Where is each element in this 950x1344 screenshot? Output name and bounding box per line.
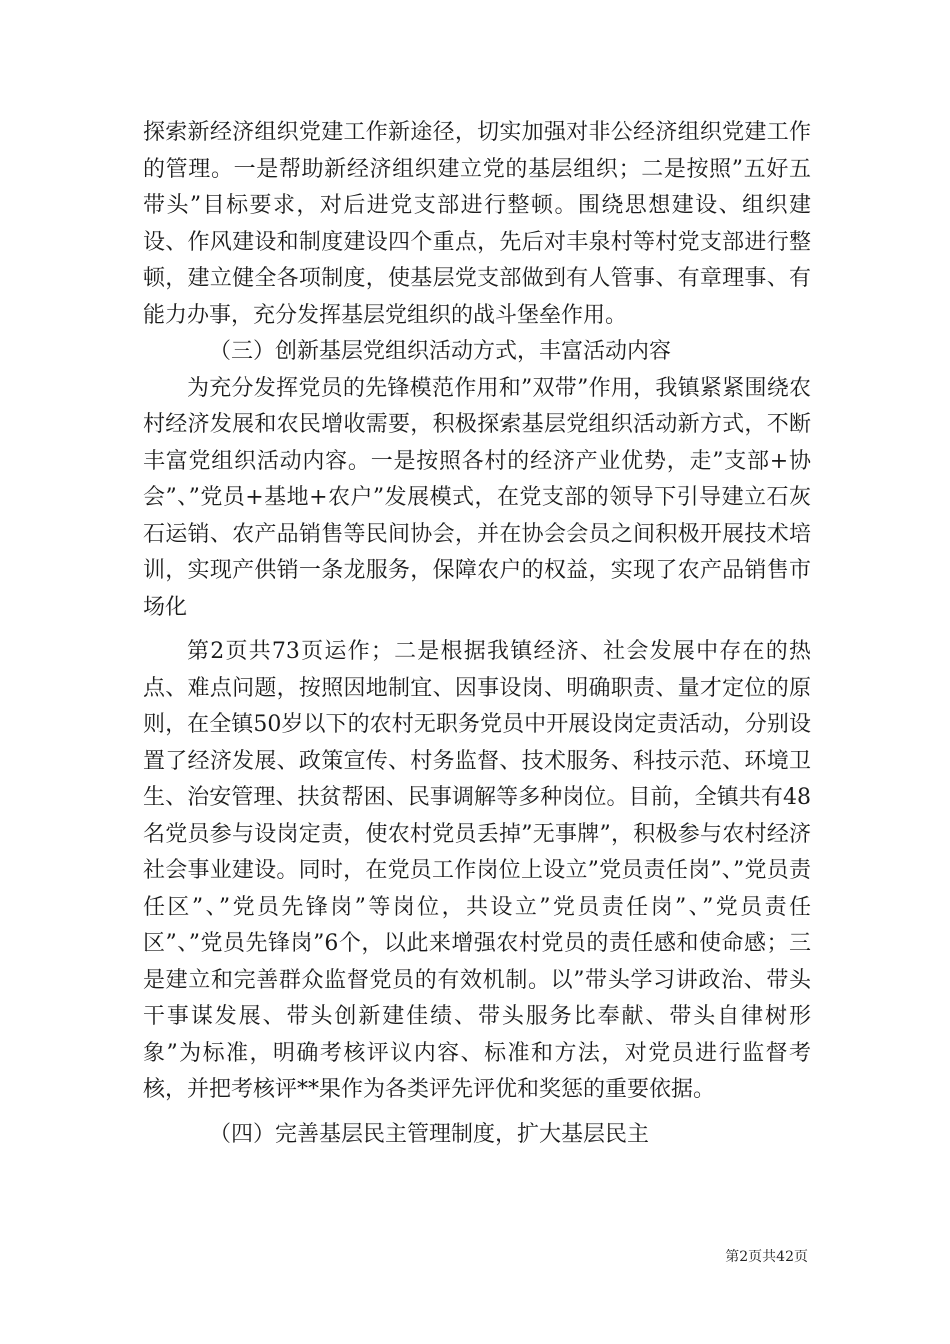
paragraph-activity-methods: 为充分发挥党员的先锋模范作用和”双带”作用，我镇紧紧围绕农村经济发展和农民增收需要，积极探索基层党组织活动新方式，不断丰富党组织活动内容。一是按照各村的经济产业优势，走”支部+协会”、”党员+基地+农户”发展模式，在党支部的领导下引导建立石灰石运销、农产品销售等民间协会，并在协会会员之间积极开展技术培训，实现产供销一条龙服务，保障农户的权益，实现了农产品销售市场化: [143, 375, 811, 620]
paragraph-party-building: 探索新经济组织党建工作新途径，切实加强对非公经济组织党建工作的管理。一是帮助新经济组织建立党的基层组织；二是按照”五好五带头”目标要求，对后进党支部进行整顿。围绕思想建设、组织建设、作风建设和制度建设四个重点，先后对丰泉村等村党支部进行整顿，建立健全各项制度，使基层党支部做到有人管事、有章理事、有能力办事，充分发挥基层党组织的战斗堡垒作用。: [143, 120, 811, 328]
document-body: [143, 115, 811, 1153]
page-footer: 第2页共42页: [725, 1249, 808, 1265]
section-heading-4: （四）完善基层民主管理制度，扩大基层民主: [209, 1121, 650, 1147]
paragraph-post-responsibility: 第2页共73页运作；二是根据我镇经济、社会发展中存在的热点、难点问题，按照因地制宜、因事设岗、明确职责、量才定位的原则，在全镇50岁以下的农村无职务党员中开展设岗定责活动，分别设置了经济发展、政策宣传、村务监督、技术服务、科技示范、环境卫生、治安管理、扶贫帮困、民事调解等多种岗位。目前，全镇共有48名党员参与设岗定责，使农村党员丢掉”无事牌”，积极参与农村经济社会事业建设。同时，在党员工作岗位上设立”党员责任岗”、”党员责任区”、”党员先锋岗”等岗位，共设立”党员责任岗”、”党员责任区”、”党员先锋岗”6个，以此来增强农村党员的责任感和使命感；三是建立和完善群众监督党员的有效机制。以”带头学习讲政治、带头干事谋发展、带头创新建佳绩、带头服务比奉献、带头自律树形象”为标准，明确考核评议内容、标准和方法，对党员进行监督考核，并把考核评**果作为各类评先评优和奖惩的重要依据。: [143, 639, 811, 1102]
section-heading-3: （三）创新基层党组织活动方式，丰富活动内容: [209, 339, 672, 364]
